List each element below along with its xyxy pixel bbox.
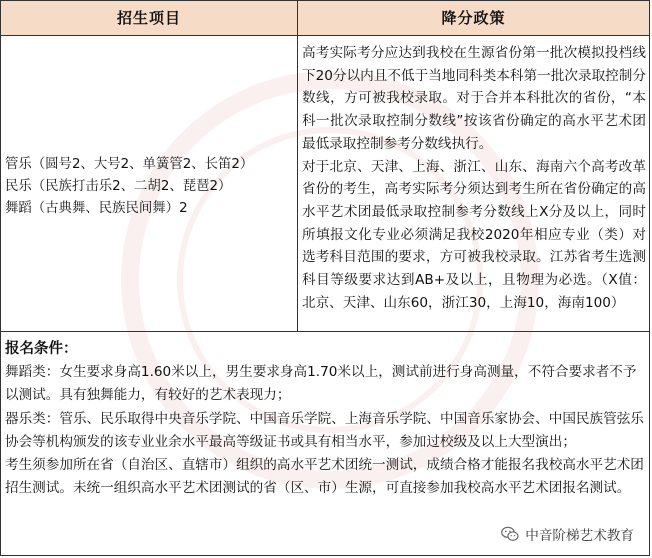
project-item-folk: 民乐（民族打击乐2、二胡2、琵琶2） <box>5 178 232 194</box>
policy-paragraph-general: 高考实际考分应达到我校在生源省份第一批次模拟投档线下20分以内且不低于当地同科类本科第一批次录取控制分数线，方可被我校录取。对于合并本科批次的省份，“本科一批次录取控制分数线”按该省份确定的高水平艺术团最低录取控制参考分数线执行。 <box>302 45 646 152</box>
header-policy: 降分政策 <box>441 9 506 27</box>
policy-paragraph-reform: 对于北京、天津、上海、浙江、山东、海南六个高考改革省份的考生，高考实际考分须达到考生所在省份确定的高水平艺术团最低录取控制参考分数线上X分及以上，同时所填报文化专业必须满足我校2020年相应专业（类）对选考科目范围的要求，方可被我校录取。江苏省考生选测科目等级要求达到AB+及以上，且物理为必选。（X值：北京、天津、山东60，浙江30，上海10，海南100） <box>302 158 646 311</box>
header-project: 招生项目 <box>116 9 181 27</box>
project-cell <box>5 154 293 219</box>
conditions-title: 报名条件： <box>5 341 78 357</box>
condition-dance: 舞蹈类：女生要求身高1.60米以上，男生要求身高1.70米以上，测试前进行身高测量，不符合要求者不予以测试。具有独舞能力，有较好的艺术表现力； <box>5 364 637 404</box>
project-item-winds: 管乐（圆号2、大号2、单簧管2、长笛2） <box>5 157 254 172</box>
condition-instrument: 器乐类：管乐、民乐取得中央音乐学院、中国音乐学院、上海音乐学院、中国音乐家协会、中国民族管弦乐协会等机构颁发的该专业业余水平最高等级证书或具有相当水平，参加过校级及以上大型演出； <box>5 410 644 450</box>
table-header-row <box>1 1 649 36</box>
conditions-cell <box>5 338 645 500</box>
project-item-dance: 舞蹈（古典舞、民族民间舞）2 <box>5 200 188 216</box>
watermark-text: 中音阶梯艺术教育 <box>525 528 634 544</box>
policy-cell <box>302 42 646 314</box>
brand-watermark <box>496 522 638 546</box>
row-divider <box>1 331 649 332</box>
condition-unified-test: 考生须参加所在省（自治区、直辖市）组织的高水平艺术团统一测试，成绩合格才能报名我校高水平艺术团招生测试。未统一组织高水平艺术团测试的省（区、市）生源，可直接参加我校高水平艺术团报名测试。 <box>5 457 644 497</box>
column-divider <box>297 1 298 332</box>
wechat-icon <box>500 524 520 544</box>
